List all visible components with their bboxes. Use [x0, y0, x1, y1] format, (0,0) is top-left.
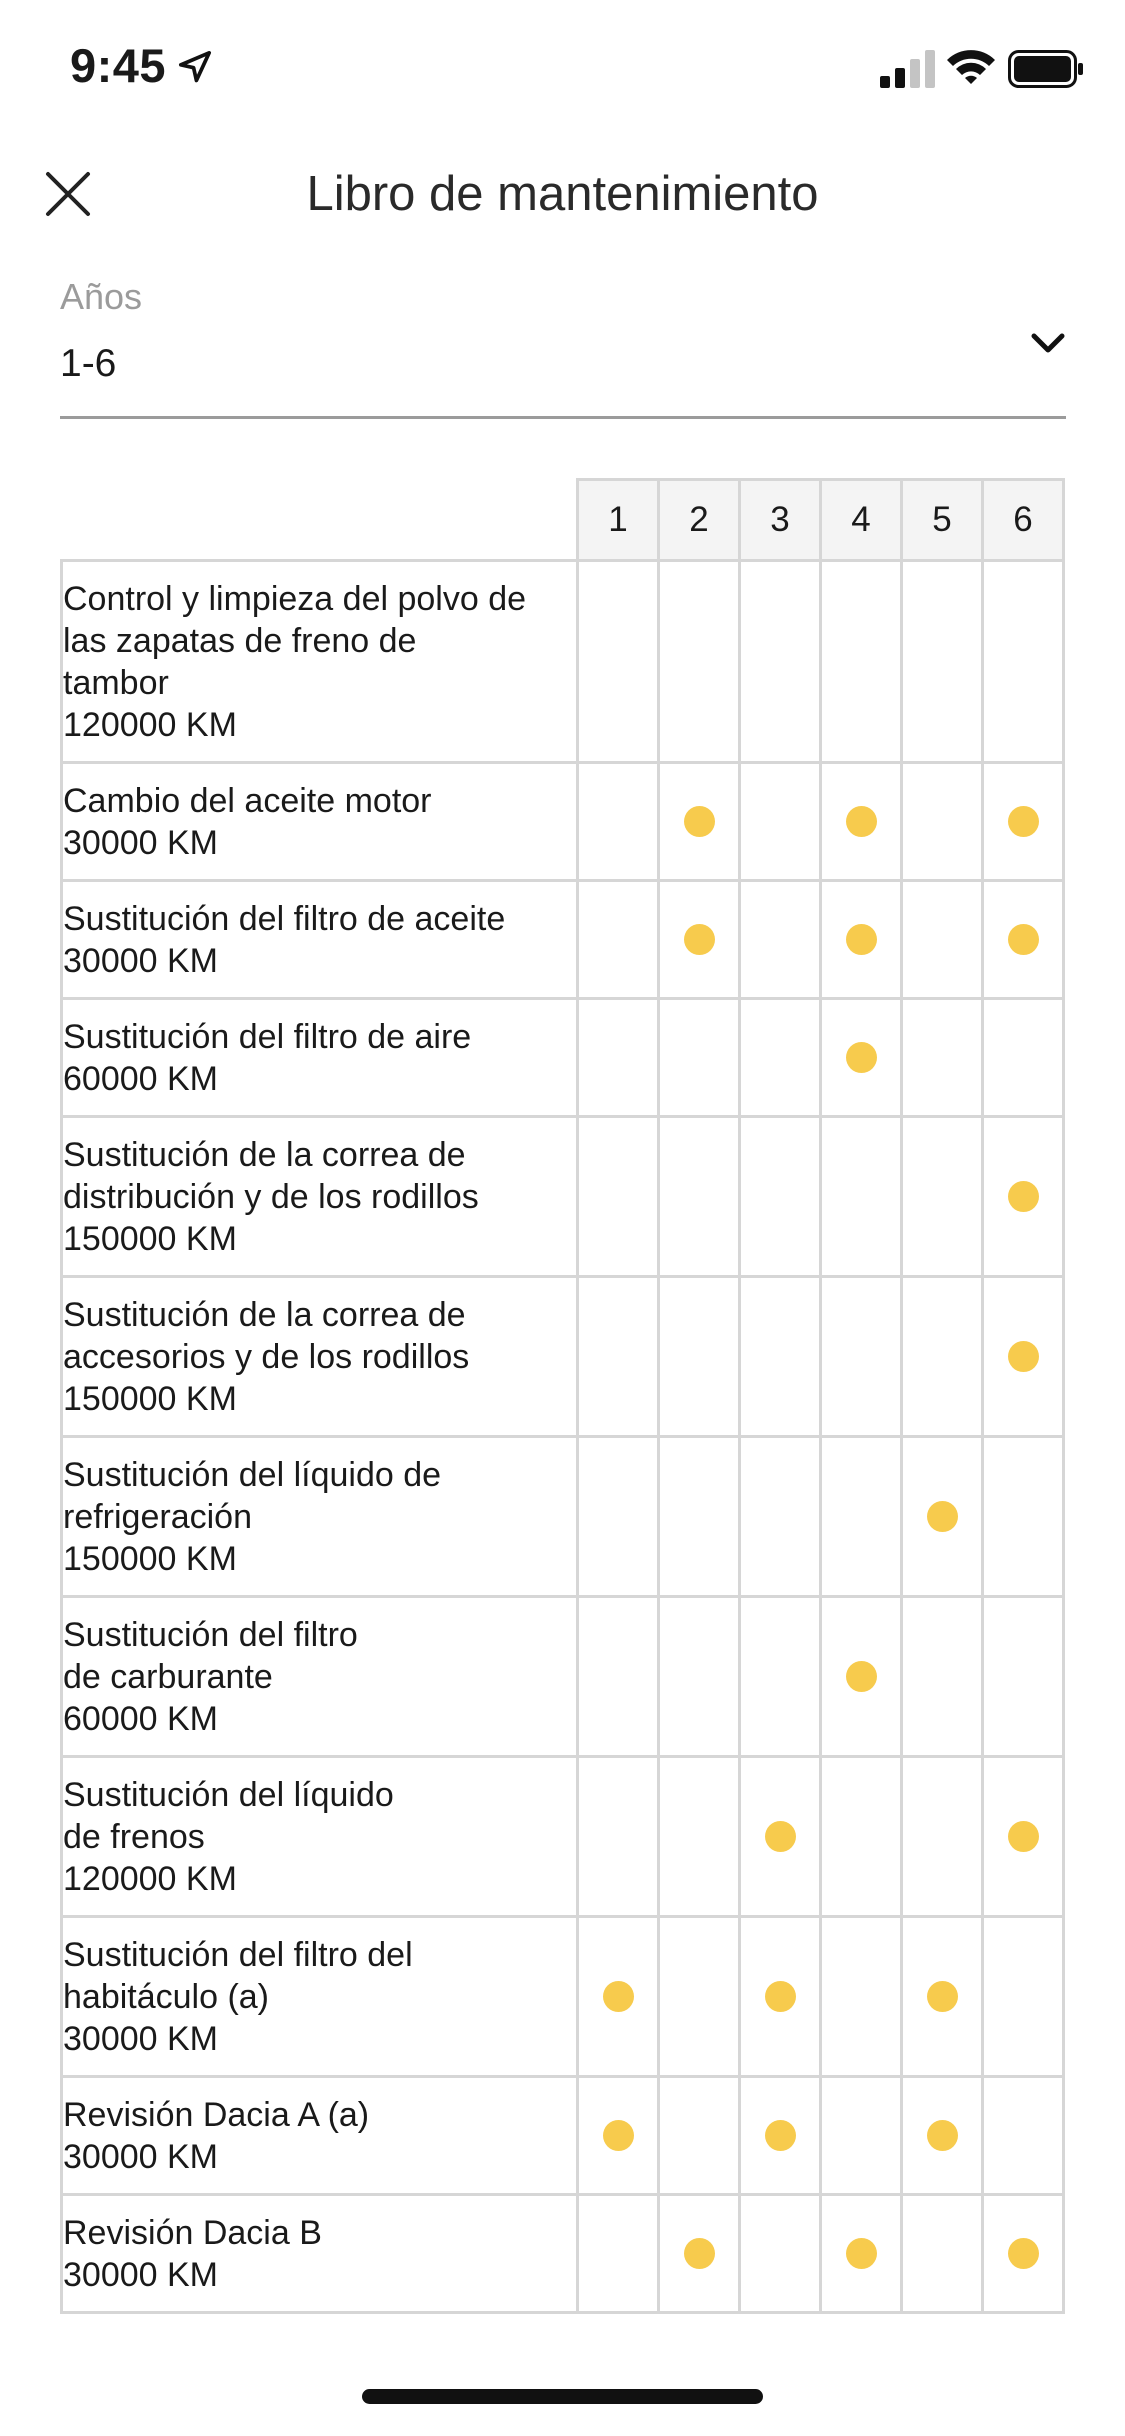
service-name: Sustitución del líquido de frenos [63, 1775, 394, 1856]
location-arrow-icon [178, 50, 212, 84]
service-label [62, 881, 578, 999]
year-cell [740, 1437, 821, 1597]
service-name: Revisión Dacia A (a) [63, 2095, 370, 2134]
service-interval: 120000 KM [63, 1859, 237, 1898]
table-row [62, 2077, 1064, 2195]
service-label [62, 1597, 578, 1757]
maintenance-table [60, 478, 1065, 2314]
year-cell [740, 561, 821, 763]
service-label [62, 1757, 578, 1917]
year-cell [578, 561, 659, 763]
years-select[interactable] [60, 276, 1066, 419]
year-cell [578, 763, 659, 881]
header-corner [62, 480, 578, 561]
year-cell [821, 2077, 902, 2195]
year-header-1: 1 [578, 480, 659, 561]
year-cell [983, 561, 1064, 763]
year-cell [821, 763, 902, 881]
year-cell [740, 999, 821, 1117]
year-cell [740, 1757, 821, 1917]
maintenance-dot-icon [765, 1981, 796, 2012]
status-time: 9:45 [70, 39, 167, 92]
year-cell [659, 1757, 740, 1917]
year-cell [740, 881, 821, 999]
service-name: Sustitución del filtro del habitáculo (a) [63, 1935, 413, 2016]
year-cell [902, 1917, 983, 2077]
service-interval: 30000 KM [63, 2019, 218, 2058]
year-cell [578, 1597, 659, 1757]
year-cell [659, 1597, 740, 1757]
service-interval: 30000 KM [63, 823, 218, 862]
year-cell [740, 763, 821, 881]
maintenance-dot-icon [846, 806, 877, 837]
service-interval: 150000 KM [63, 1539, 237, 1578]
year-cell [578, 1437, 659, 1597]
year-cell [902, 999, 983, 1117]
cellular-signal-icon [880, 50, 936, 88]
table-row [62, 1917, 1064, 2077]
year-cell [821, 1917, 902, 2077]
page-title: Libro de mantenimiento [306, 167, 819, 221]
year-cell [983, 1117, 1064, 1277]
table-row [62, 2195, 1064, 2313]
year-header-4: 4 [821, 480, 902, 561]
service-label [62, 999, 578, 1117]
year-cell [983, 1437, 1064, 1597]
service-interval: 30000 KM [63, 2137, 218, 2176]
year-header-6: 6 [983, 480, 1064, 561]
service-interval: 150000 KM [63, 1379, 237, 1418]
table-row [62, 763, 1064, 881]
table-row [62, 881, 1064, 999]
maintenance-dot-icon [846, 2238, 877, 2269]
maintenance-dot-icon [846, 924, 877, 955]
service-name: Sustitución del líquido de refrigeración [63, 1455, 442, 1536]
year-cell [659, 881, 740, 999]
year-cell [578, 1277, 659, 1437]
maintenance-dot-icon [1008, 1821, 1039, 1852]
maintenance-dot-icon [603, 2120, 634, 2151]
service-label [62, 1437, 578, 1597]
service-interval: 60000 KM [63, 1059, 218, 1098]
service-label [62, 763, 578, 881]
year-cell [983, 2195, 1064, 2313]
year-cell [659, 2195, 740, 2313]
service-interval: 150000 KM [63, 1219, 237, 1258]
service-name: Sustitución de la correa de accesorios y de los rodillos [63, 1295, 470, 1376]
year-cell [983, 1757, 1064, 1917]
year-cell [902, 2195, 983, 2313]
maintenance-dot-icon [846, 1661, 877, 1692]
maintenance-dot-icon [1008, 924, 1039, 955]
year-header-row [62, 480, 1064, 561]
maintenance-dot-icon [765, 2120, 796, 2151]
year-cell [983, 763, 1064, 881]
maintenance-dot-icon [846, 1042, 877, 1073]
maintenance-dot-icon [927, 2120, 958, 2151]
year-cell [578, 999, 659, 1117]
year-cell [659, 2077, 740, 2195]
years-select-label: Años [60, 276, 143, 317]
year-cell [983, 2077, 1064, 2195]
service-label [62, 1277, 578, 1437]
maintenance-dot-icon [684, 806, 715, 837]
year-cell [659, 561, 740, 763]
maintenance-dot-icon [684, 2238, 715, 2269]
year-cell [659, 999, 740, 1117]
table-row [62, 1277, 1064, 1437]
year-cell [740, 2077, 821, 2195]
year-header-5: 5 [902, 480, 983, 561]
service-name: Cambio del aceite motor [63, 781, 432, 820]
year-cell [821, 1437, 902, 1597]
maintenance-dot-icon [1008, 1341, 1039, 1372]
years-select-value: 1-6 [60, 342, 117, 385]
year-cell [578, 1117, 659, 1277]
year-cell [902, 763, 983, 881]
year-cell [740, 1597, 821, 1757]
year-cell [902, 2077, 983, 2195]
year-cell [821, 561, 902, 763]
year-cell [659, 1437, 740, 1597]
maintenance-dot-icon [927, 1501, 958, 1532]
year-cell [902, 1757, 983, 1917]
year-cell [821, 999, 902, 1117]
year-cell [821, 1757, 902, 1917]
year-cell [983, 1277, 1064, 1437]
year-cell [578, 1757, 659, 1917]
year-cell [740, 2195, 821, 2313]
maintenance-dot-icon [927, 1981, 958, 2012]
year-cell [740, 1277, 821, 1437]
maintenance-dot-icon [1008, 806, 1039, 837]
year-cell [821, 881, 902, 999]
year-cell [659, 1117, 740, 1277]
maintenance-dot-icon [684, 924, 715, 955]
year-cell [578, 2195, 659, 2313]
year-cell [659, 1917, 740, 2077]
year-cell [740, 1917, 821, 2077]
year-cell [578, 1917, 659, 2077]
maintenance-dot-icon [603, 1981, 634, 2012]
year-cell [902, 881, 983, 999]
year-cell [983, 881, 1064, 999]
year-cell [821, 2195, 902, 2313]
year-cell [578, 881, 659, 999]
year-cell [983, 1917, 1064, 2077]
year-cell [983, 999, 1064, 1117]
service-interval: 120000 KM [63, 705, 237, 744]
service-name: Revisión Dacia B [63, 2213, 322, 2252]
status-bar [0, 0, 1125, 140]
year-header-2: 2 [659, 480, 740, 561]
service-name: Sustitución de la correa de distribución y de los rodillos [63, 1135, 479, 1216]
maintenance-dot-icon [765, 1821, 796, 1852]
year-cell [902, 1277, 983, 1437]
chevron-down-icon[interactable] [1030, 326, 1066, 360]
year-cell [821, 1597, 902, 1757]
service-interval: 60000 KM [63, 1699, 218, 1738]
table-row [62, 1757, 1064, 1917]
year-cell [902, 1437, 983, 1597]
service-name: Sustitución del filtro de aceite [63, 899, 506, 938]
table-row [62, 999, 1064, 1117]
table-row [62, 1437, 1064, 1597]
year-cell [983, 1597, 1064, 1757]
maintenance-dot-icon [1008, 1181, 1039, 1212]
home-indicator [362, 2389, 763, 2404]
service-label [62, 2195, 578, 2313]
table-row [62, 561, 1064, 763]
service-name: Sustitución del filtro de carburante [63, 1615, 358, 1696]
wifi-icon [945, 46, 997, 86]
year-cell [659, 1277, 740, 1437]
maintenance-dot-icon [1008, 2238, 1039, 2269]
service-interval: 30000 KM [63, 2255, 218, 2294]
battery-icon [1008, 50, 1084, 88]
year-cell [902, 1117, 983, 1277]
service-label [62, 561, 578, 763]
year-cell [821, 1117, 902, 1277]
service-label [62, 2077, 578, 2195]
year-cell [902, 1597, 983, 1757]
year-cell [659, 763, 740, 881]
year-cell [902, 561, 983, 763]
service-name: Control y limpieza del polvo de las zapatas de freno de tambor [63, 579, 527, 702]
service-interval: 30000 KM [63, 941, 218, 980]
year-header-3: 3 [740, 480, 821, 561]
service-label [62, 1917, 578, 2077]
service-label [62, 1117, 578, 1277]
year-cell [821, 1277, 902, 1437]
table-row [62, 1597, 1064, 1757]
service-name: Sustitución del filtro de aire [63, 1017, 472, 1056]
year-cell [740, 1117, 821, 1277]
table-row [62, 1117, 1064, 1277]
year-cell [578, 2077, 659, 2195]
